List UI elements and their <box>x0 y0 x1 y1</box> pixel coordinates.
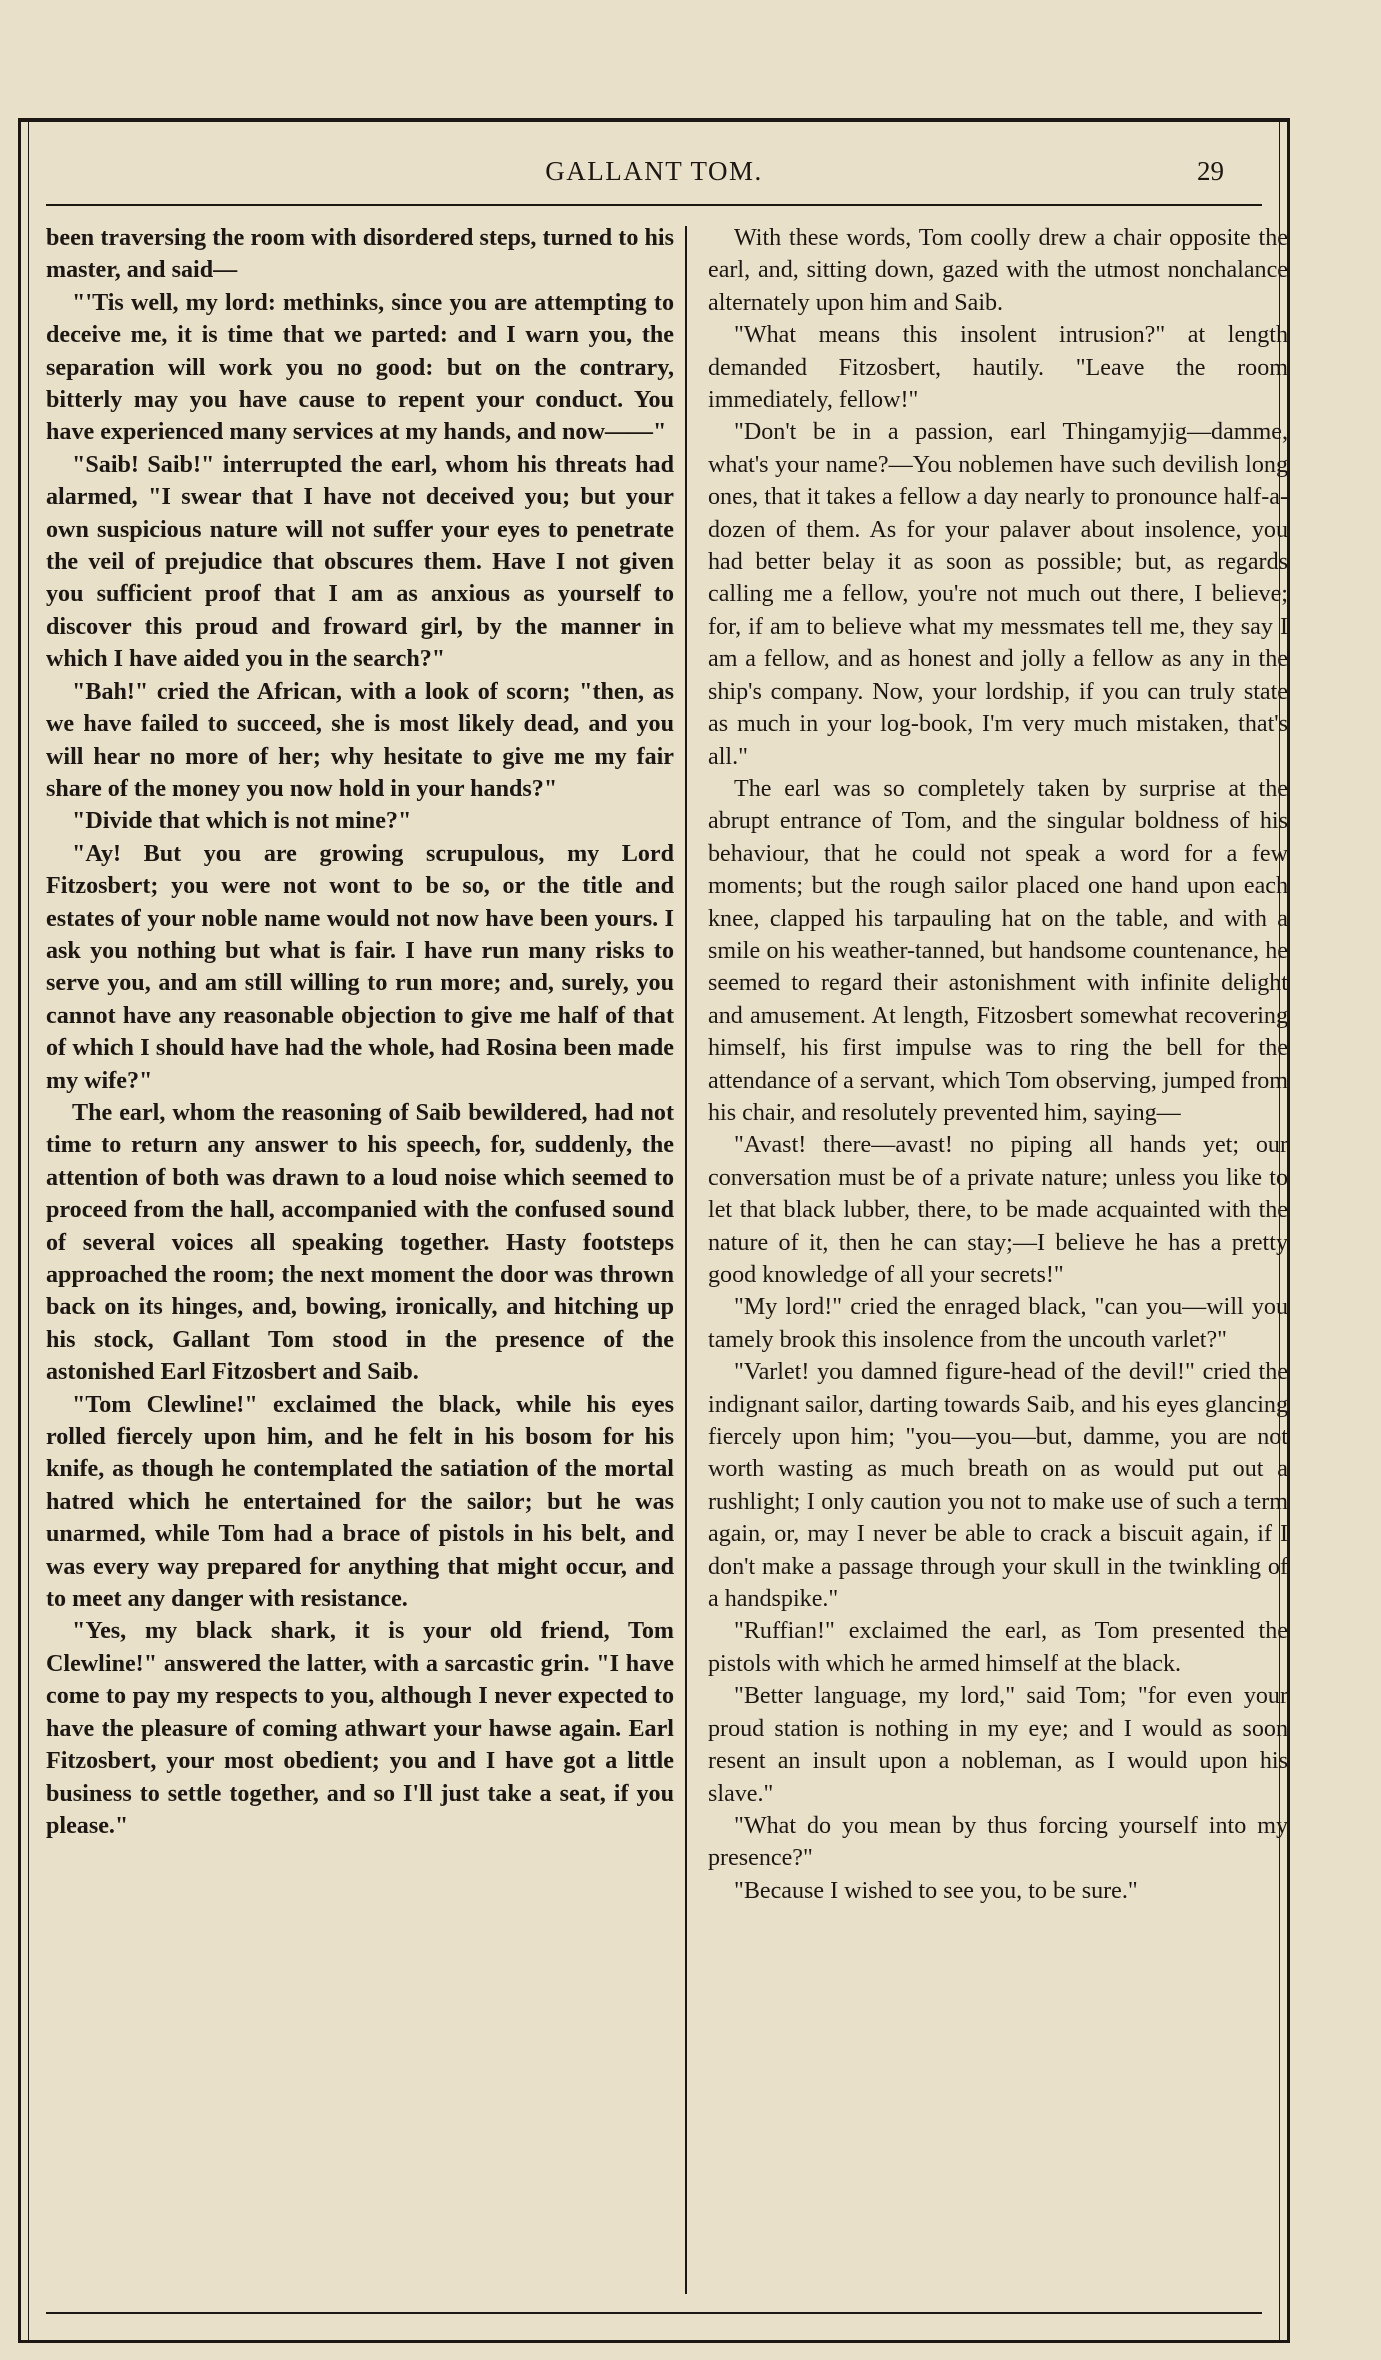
paragraph: "Yes, my black shark, it is your old friend, Tom Clewline!" answered the latter, with a sarcastic grin. "I have come to pay my respects to you, although I never expected to have the pleasure of coming athwart your hawse again. Earl Fitzosbert, your most obedient; you and I have got a little business to settle together, and so I'll just take a seat, if you please." <box>46 1618 674 1839</box>
running-title: GALLANT TOM. <box>545 156 763 186</box>
paragraph: "Ruffian!" exclaimed the earl, as Tom presented the pistols with which he armed himself at the black. <box>708 1618 1288 1677</box>
running-header <box>46 142 1262 206</box>
paragraph: "Because I wished to see you, to be sure." <box>734 1877 1138 1904</box>
paragraph: been traversing the room with disordered steps, turned to his master, and said— <box>46 225 674 284</box>
paragraph: "Varlet! you damned figure-head of the devil!" cried the indignant sailor, darting towards Saib, and his eyes glancing fiercely upon him; "you—you—but, damme, you are not worth wasting as much breath on as would put out a rushlight; I only caution you not to make use of such a term again, or, may I never be able to crack a biscuit again, if I don't make a passage through your skull in the twinkling of a handspike." <box>708 1359 1288 1613</box>
page-number: 29 <box>1197 156 1224 186</box>
paragraph: "Don't be in a passion, earl Thingamyjig—damme, what's your name?—You noblemen have such devilish long ones, that it takes a fellow a day nearly to pronounce half-a-dozen of them. As for your palaver about insolence, you had better belay it as soon as possible; but, as regards calling me a fellow, you're not much out there, I believe; for, if am to believe what my messmates tell me, they say I am a fellow, and as honest and jolly a fellow as any in the ship's company. Now, your lordship, if you can truly state as much in your log-book, I'm very much mistaken, that's all." <box>708 419 1288 770</box>
paragraph: "Divide that which is not mine?" <box>72 808 412 835</box>
paragraph: "What do you mean by thus forcing yourself into my presence?" <box>708 1812 1288 1872</box>
right-column <box>708 222 1288 1907</box>
paragraph: The earl, whom the reasoning of Saib bewildered, had not time to return any answer to his speech, for, suddenly, the attention of both was drawn to a loud noise which seemed to proceed from the hall, accompanied with the confused sound of several voices all speaking together. Hasty footsteps approached the room; the next moment the door was thrown back on its hinges, and, bowing, ironically, and hitching up his stock, Gallant Tom stood in the presence of the astonished Earl Fitzosbert and Saib. <box>46 1099 674 1386</box>
frame-rule-left <box>18 122 21 2340</box>
paragraph: "Saib! Saib!" interrupted the earl, whom his threats had alarmed, "I swear that I have not deceived you; but your own suspicious nature will not suffer your eyes to penetrate the veil of prejudice that obscures them. Have I not given you sufficient proof that I am as anxious as yourself to discover this proud and froward girl, by the manner in which I have aided you in the search?" <box>46 451 674 673</box>
paragraph: "'Tis well, my lord: methinks, since you are attempting to deceive me, it is time that we parted: and I warn you, the separation will work you no good: but on the contrary, bitterly may you have cause to repent your conduct. You have experienced many services at my hands, and now——" <box>46 289 674 446</box>
paragraph: With these words, Tom coolly drew a chair opposite the earl, and, sitting down, gazed with the utmost nonchalance alternately upon him and Saib. <box>708 225 1288 316</box>
paragraph: The earl was so completely taken by surprise at the abrupt entrance of Tom, and the singular boldness of his behaviour, that he could not speak a word for a few moments; but the rough sailor placed one hand upon each knee, clapped his tarpauling hat on the table, and with a smile on his weather-tanned, but handsome countenance, he seemed to regard their astonishment with infinite delight and amusement. At length, Fitzosbert somewhat recovering himself, his first impulse was to ring the bell for the attendance of a servant, which Tom observing, jumped from his chair, and resolutely prevented him, saying— <box>708 775 1288 1126</box>
paragraph: "Better language, my lord," said Tom; "for even your proud station is nothing in my eye; and I would as soon resent an insult upon a nobleman, as I would upon his slave." <box>708 1683 1288 1807</box>
paragraph: "Tom Clewline!" exclaimed the black, while his eyes rolled fiercely upon him, and he felt in his bosom for his knife, as though he contemplated the satiation of the mortal hatred which he entertained for the sailor; but he was unarmed, while Tom had a brace of pistols in his belt, and was every way prepared for anything that might occur, and to meet any danger with resistance. <box>46 1391 674 1613</box>
paragraph: "Avast! there—avast! no piping all hands yet; our conversation must be of a private nature; unless you like to let that black lubber, there, to be made acquainted with the nature of it, then he can stay;—I believe he has a pretty good knowledge of all your secrets!" <box>708 1132 1288 1288</box>
page-frame <box>18 118 1290 2343</box>
column-divider <box>685 226 687 2294</box>
paragraph: "Bah!" cried the African, with a look of scorn; "then, as we have failed to succeed, she is most likely dead, and you will hear no more of her; why hesitate to give me my fair share of the money you now hold in your hands?" <box>46 678 674 802</box>
left-column <box>46 222 674 1842</box>
frame-rule-left-inner <box>28 122 29 2340</box>
paragraph: "My lord!" cried the enraged black, "can you—will you tamely brook this insolence from the uncouth varlet?" <box>708 1294 1288 1353</box>
paragraph: "Ay! But you are growing scrupulous, my Lord Fitzosbert; you were not wont to be so, or the title and estates of your noble name would not now have been yours. I ask you nothing but what is fair. I have run many risks to serve you, and am still willing to run more; and, surely, you cannot have any reasonable objection to give me half of that of which I should have had the whole, had Rosina been made my wife?" <box>46 840 674 1094</box>
bottom-rule <box>46 2312 1262 2314</box>
paragraph: "What means this insolent intrusion?" at length demanded Fitzosbert, hautily. "Leave the room immediately, fellow!" <box>708 322 1288 414</box>
